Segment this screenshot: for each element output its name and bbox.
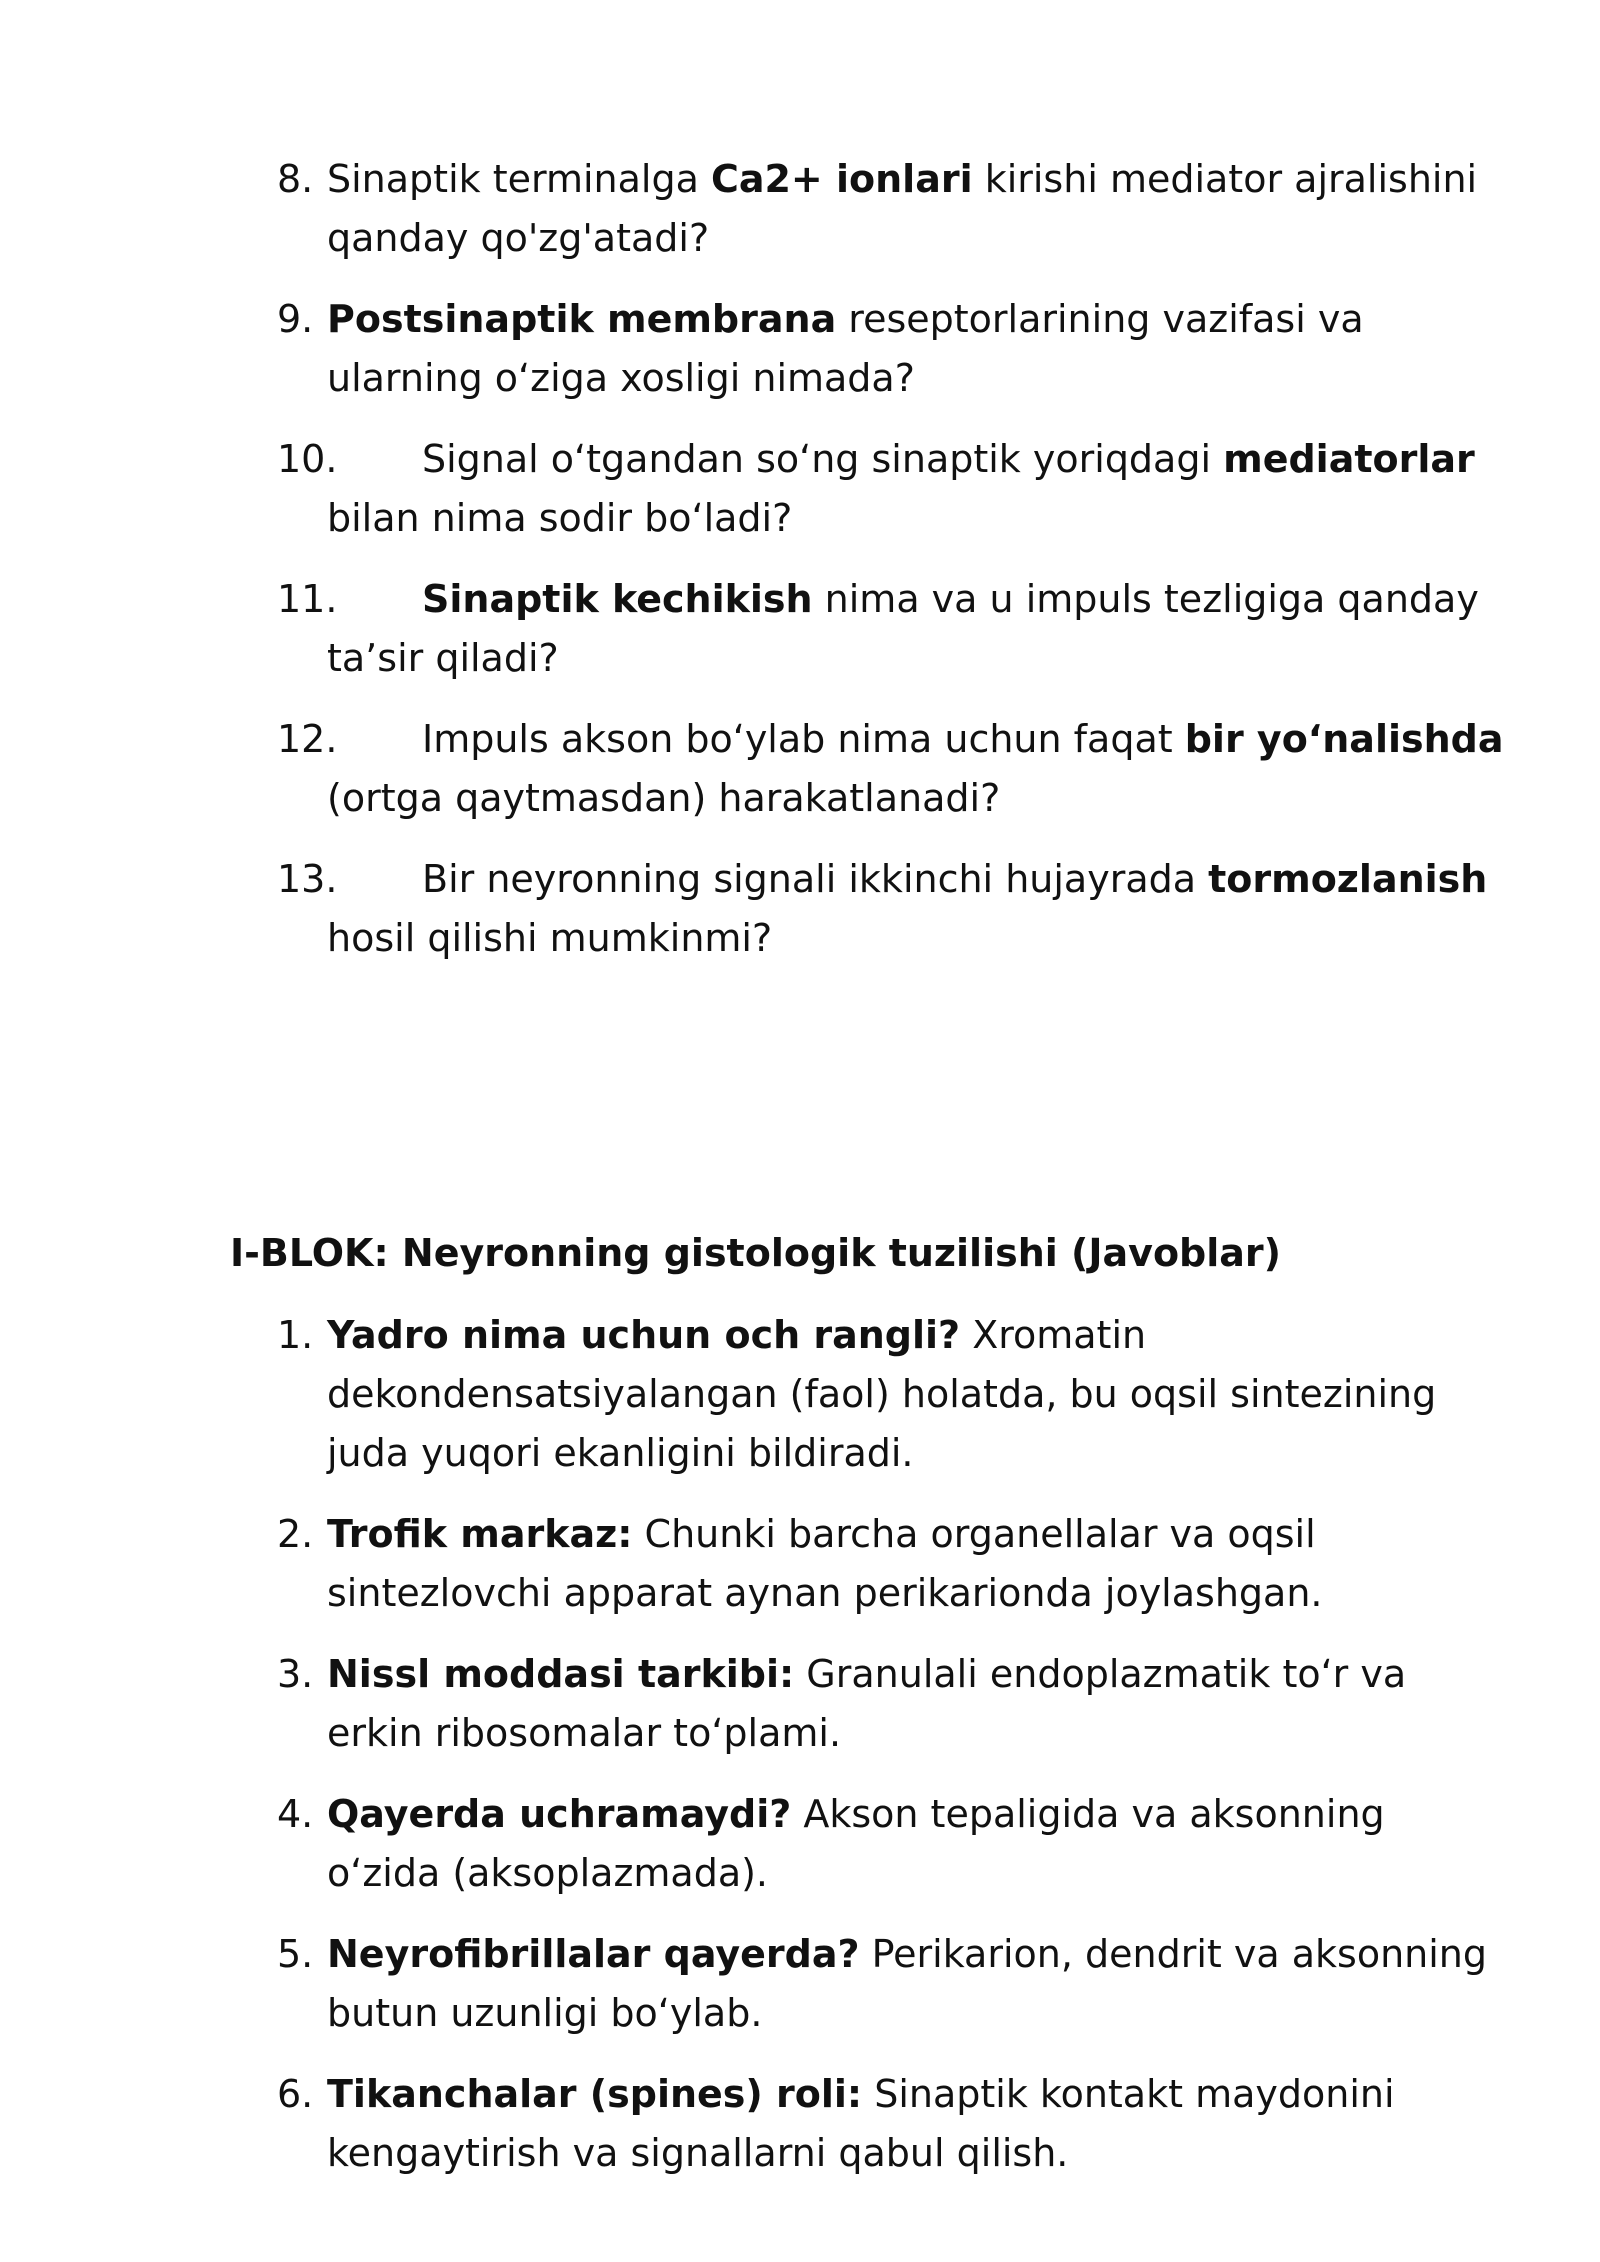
question-item [0, 850, 1600, 968]
question-keyword: Postsinaptik membrana [327, 297, 837, 341]
answer-text: Qayerda uchramaydi? Akson tepaligida va aksonning o‘zida (aksoplazmada). [327, 1792, 1385, 1895]
question-text: Bir neyronning signali ikkinchi hujayrada tormozlanish hosil qilishi mumkinmi? [327, 857, 1488, 960]
question-keyword: Sinaptik kechikish [422, 577, 813, 621]
question-number: 11. [277, 577, 338, 621]
answer-topic: Tikanchalar (spines) roli: [327, 2072, 863, 2116]
question-keyword: bir yo‘nalishda [1184, 717, 1504, 761]
answer-number: 6. [277, 2072, 314, 2116]
question-text: Sinaptik kechikish nima va u impuls tezligiga qanday ta’sir qiladi? [327, 577, 1479, 680]
answer-topic: Qayerda uchramaydi? [327, 1792, 792, 1836]
question-number: 10. [277, 437, 338, 481]
answer-text: Trofik markaz: Chunki barcha organellalar va oqsil sintezlovchi apparat aynan perikarionda joylashgan. [327, 1512, 1323, 1615]
answer-text: Neyrofibrillalar qayerda? Perikarion, dendrit va aksonning butun uzunligi bo‘ylab. [327, 1932, 1487, 2035]
question-text: Impuls akson bo‘ylab nima uchun faqat bir yo‘nalishda (ortga qaytmasdan) harakatlanadi? [327, 717, 1504, 820]
answer-text: Yadro nima uchun och rangli? Xromatin dekondensatsiyalangan (faol) holatda, bu oqsil sintezining juda yuqori ekanligini bildiradi. [327, 1313, 1437, 1475]
answer-item [0, 1505, 1600, 1623]
answer-topic: Yadro nima uchun och rangli? [327, 1313, 961, 1357]
answer-text: Nissl moddasi tarkibi: Granulali endoplazmatik to‘r va erkin ribosomalar to‘plami. [327, 1652, 1407, 1755]
answer-number: 1. [277, 1313, 314, 1357]
question-item [0, 290, 1600, 408]
question-item [0, 570, 1600, 688]
question-item [0, 430, 1600, 548]
question-number: 8. [277, 157, 314, 201]
answer-number: 4. [277, 1792, 314, 1836]
question-item [0, 710, 1600, 828]
answer-item [0, 2065, 1600, 2183]
answer-item [0, 1645, 1600, 1763]
answer-topic: Nissl moddasi tarkibi: [327, 1652, 795, 1696]
question-keyword: Ca2+ ionlari [710, 157, 973, 201]
question-text: Postsinaptik membrana reseptorlarining vazifasi va ularning o‘ziga xosligi nimada? [327, 297, 1364, 400]
answer-item [0, 1785, 1600, 1903]
question-list [0, 150, 1600, 990]
question-keyword: tormozlanish [1208, 857, 1488, 901]
answer-list [0, 1306, 1600, 2205]
answer-number: 5. [277, 1932, 314, 1976]
question-keyword: mediatorlar [1223, 437, 1475, 481]
question-number: 9. [277, 297, 314, 341]
answer-number: 2. [277, 1512, 314, 1556]
answer-item [0, 1925, 1600, 2043]
question-text: Signal o‘tgandan so‘ng sinaptik yoriqdagi mediatorlar bilan nima sodir bo‘ladi? [327, 437, 1475, 540]
question-item [0, 150, 1600, 268]
answer-number: 3. [277, 1652, 314, 1696]
answer-text: Tikanchalar (spines) roli: Sinaptik kontakt maydonini kengaytirish va signallarni qabul qilish. [327, 2072, 1395, 2175]
answer-item [0, 1306, 1600, 1483]
question-number: 13. [277, 857, 338, 901]
question-text: Sinaptik terminalga Ca2+ ionlari kirishi mediator ajralishini qanday qo'zg'atadi? [327, 157, 1478, 260]
section-heading: I-BLOK: Neyronning gistologik tuzilishi (Javoblar) [230, 1231, 1282, 1275]
answer-topic: Neyrofibrillalar qayerda? [327, 1932, 860, 1976]
question-number: 12. [277, 717, 338, 761]
answer-topic: Trofik markaz: [327, 1512, 633, 1556]
